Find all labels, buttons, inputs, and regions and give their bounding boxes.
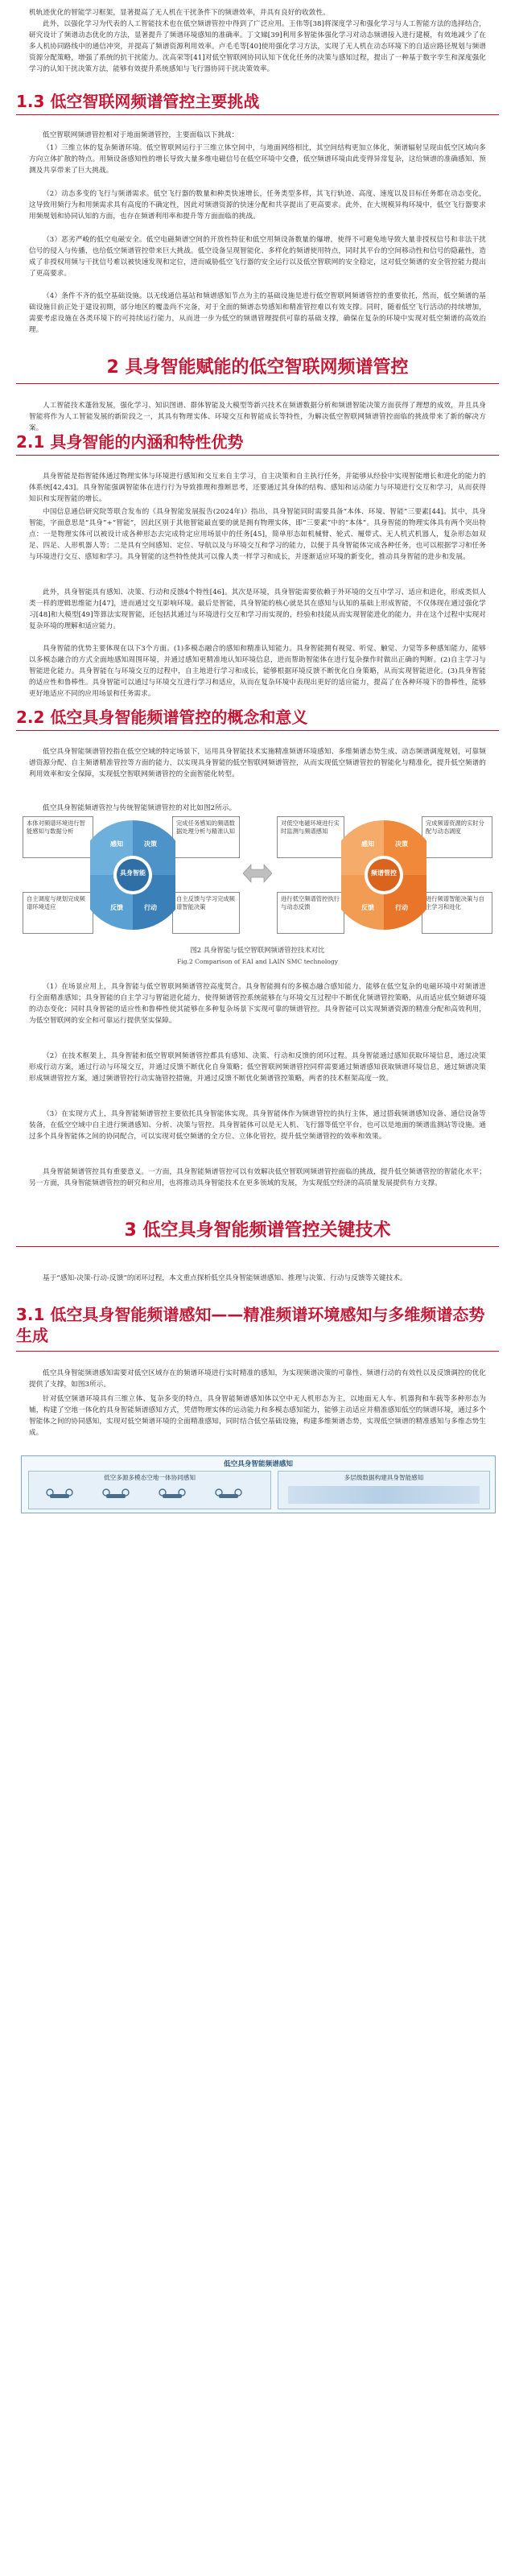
fig2-left-quad-act: 行动	[144, 904, 157, 911]
figure-2	[21, 813, 494, 942]
section-2-2-paragraph-3: （1）在场景应用上，具身智能与低空智联网频谱管控高度契合。具身智能拥有的多模态融合感知能力，能够在低空复杂的电磁环境中对频谱进行全面精准感知；具身智能的自主学习与智能进化能力，使得频谱管控系统能够在与环境交互过程中不断优化频谱管控策略，从而适应低空频谱环境的动态变化；同时具身智能的适应性和鲁棒性使其能够在多种复杂场景下实现可靠的频谱管控。具身智能可以实现频谱资源的精准分配和高效利用，为低空智联网的安全和可靠运行提供坚实保障。	[29, 982, 486, 1026]
section-2-2-paragraph-6: 具身智能频谱管控具有重要意义。一方面，具身智能频谱管控可以有效解决低空智联网频谱管控面临的挑战，提升低空频谱管控的智能化水平；另一方面，具身智能频谱管控的研究和应用，也将推动具身智能技术在更多领域的发展，为实现低空经济的高质量发展提供有力支撑。	[29, 1167, 486, 1187]
section-3-title: 3 低空具身智能频谱管控关键技术	[124, 1220, 391, 1241]
fig2-left-quad-perceive: 感知	[110, 840, 123, 848]
fig2-right-center-label: 频谱管控	[371, 869, 397, 877]
fig2-left-center-label: 具身智能	[120, 869, 146, 877]
fig2-left-quad-decide: 决策	[144, 840, 157, 848]
section-2-2-paragraph-4: （2）在技术框架上，具身智能和低空智联网频谱管控都具有感知、决策、行动和反馈的闭环过程。具身智能通过感知获取环境信息，通过决策形成行动方案，通过行动与环境交互，并通过反馈不断优化自身策略；低空智联网频谱管控同样需要通过频谱感知获取频谱环境信息，通过频谱决策形成频谱管控方案，通过频谱管控行动实施管控措施，并通过反馈不断优化频谱管控策略，两者的技术框架高度一致。	[29, 1051, 486, 1083]
fig2-right-box-4: 进行频谱智能决策与自主学习和进化	[422, 892, 492, 934]
challenge-item-1: （1）三维立体的复杂频谱环境。低空智联网运行于三维立体空间中，与地面网络相比，其空间结构更加立体化，频谱辐射呈现由低空区域向多方向立体扩散的特点。用频设备感知性的增长导致大量多维电磁信号在低空环境中交叠，低空频谱环境由此变得异常复杂，这给频谱的准确感知、预测及共享带来了巨大挑战。	[29, 143, 486, 175]
fig2-right-box-1: 对低空电磁环境进行实时监测与频谱感知	[277, 816, 344, 858]
section-3-intro: 基于“感知-决策-行动-反馈”的闭环过程，本文重点探析低空具身智能频谱感知、推理与决策、行动与反馈等关键技术。	[43, 1274, 407, 1282]
fig2-caption-cn: 图2 具身智能与低空智联网频谱管控技术对比	[190, 946, 325, 954]
section-2-1-paragraph-2: 中国信息通信研究院等联合发布的《具身智能发展报告(2024年)》指出，具身智能同时需要具备“本体、环境、智能”三要素[44]。其中，具身智能，字面意思是“具身”+“智能”，因此区别于其他智能最直要的就是拥有物理实体，即“三要素”中的“本体”。具身智能的物理实体具有两个突出特点：一是物理实体可以被设计成各种形态去完成特定应用场景中的任务[45]，简单形态如机械臂、轮式、履带式、无人机式机器人，复杂形态如双足、四足、人形机器人等；二是具有空间感知、定位、导航以及与环境交互和学习的能力，以便于具身智能体完成各种任务，也可以根据学习和任务与环境进行交互、感知和学习。具身智能的这些特性使其可以像人类一样学习和成长，并逐渐适应环境的新变化，推动具身智能的进步和发展。	[29, 507, 486, 562]
section-2-1-rule	[16, 455, 499, 456]
fig3-left-title: 低空多源多模态空地一体协同感知	[104, 1474, 196, 1481]
fig2-right-quad-decide: 决策	[395, 840, 408, 848]
section-3-1-paragraph-2: 针对低空频谱环境具有三维立体、复杂多变的特点，具身智能频谱感知体以空中无人机形态为主，以地面无人车、机器狗和车载等多种形态为辅，构建了空地一体化的具身智能频谱感知方式，凭借物理实体的运动能力和多模态感知能力，能够主动适应并精准感知低空的频谱环境，通过多个智能体之间的协同感知，实现对低空频谱环境的全面精准感知，同时结合低空基础设施，构建多维频谱态势，实现低空频谱的精准感知与多维态势生成。	[29, 1394, 486, 1438]
fig2-left-box-1: 本体对频谱环境进行智能感知与数据分析	[23, 816, 93, 858]
section-3-1-rule	[16, 1351, 499, 1352]
section-3-rule	[16, 1246, 499, 1247]
section-1-3-title: 1.3 低空智联网频谱管控主要挑战	[16, 92, 260, 111]
challenge-item-4: （4）条件不齐的低空基础设施。以无线通信基站和频谱感知节点为主的基础设施是进行低空智联网频谱管控的重要依托，然而，低空频谱的基础设施目前正处于建设初期，部分地区的覆盖尚不完备，对于全面的频谱态势感知和精准管控难以有效支撑。同时，随着低空飞行活动的持续增加，需要考虑设施在各类环境下的可持续运行能力，从而进一步为低空的频谱管理提供可靠的基础支撑，确保在复杂的环境中实现对低空频谱的高效治理。	[29, 291, 486, 335]
fig3-right-panel	[278, 1471, 490, 1509]
fig3-right-layers	[288, 1486, 480, 1504]
fig3-title: 低空具身智能频谱感知	[224, 1460, 293, 1468]
section-1-3-intro: 低空智联网频谱管控相对于地面频谱管控，主要面临以下挑战：	[43, 130, 239, 139]
top-paragraph-2: 此外，以强化学习为代表的人工智能技术也在低空频谱管控中得到了广泛应用。王伟等[38]将深度学习和强化学习与人工智能方法的选择结合，研究设计了频谱动态优化的方法，显著提升了频谱环境感知的准确率。丁文娣[39]利用多智能体强化学习对动态频谱接入进行建模，有效地减少了在多人机协同路线中的通信冲突，并提高了频谱资源利用效率。卢毛毛等[40]使用强化学习方法，实现了无人机在动态环境下的自适应路径规划与频谱资源分配策略，增强了系统的抗干扰能力。沈高荣等[41]对低空智联网协同认知下优化任务的决策与感知过程，提出了一种基于数字孪生和深度强化学习的认知干扰决策方法，能够有效提升系统感知与飞行器协同干扰决策效率。	[29, 19, 486, 74]
fig2-right-quad-feedback: 反馈	[361, 904, 374, 911]
section-2-1-paragraph-4: 具身智能的优势主要体现在以下3个方面。(1)多模态融合的感知和精准认知能力。具身智能拥有视觉、听觉、触觉、力觉等多种感知能力，能够以多模态融合的方式全面地感知周围环境，并通过感知更精准地认知环境信息，进而帮助智能体在进行复杂操作时做出正确的判断。(2)自主学习与智能进化能力。具身智能在与环境交互的过程中，自主地进行学习和成长，能够根据环境反馈不断优化自身策略，从而实现智能进化。(3)具身智能的适应性和鲁棒性。具身智能可以通过与环境交互进行学习和适应，从而在复杂环境中表现出更好的适应能力，提高了在各种环境下的鲁棒性，能够更好地适应不同的应用场景和任务需求。	[29, 644, 486, 699]
section-3-1-paragraph-1: 低空具身智能频谱感知需要对低空区域存在的频谱环境进行实时精准的感知，为实现频谱决策的可靠性、频谱行动的有效性以及反馈调控的优化提供了支撑，如图3所示。	[29, 1368, 486, 1389]
fig2-right-box-3: 进行低空频谱管控执行与动态反馈	[277, 892, 344, 934]
fig2-left-box-4: 自主反馈与学习完成频谱智能决策	[172, 892, 240, 934]
challenge-item-2: （2）动态多变的飞行与频谱需求。低空飞行器的数量和种类快速增长，任务类型多样，其飞行轨迹、高度、速度以及目标任务都在动态变化，这导致用频行为和用频需求具有高度的不确定性，因此对频谱资源的快速分配和共享提出了更高要求。此外，在大规模异构环境中，低空飞行器要求用频规划和协同认知的方面，也存在频谱利用率和提升等方面面临的挑战。	[29, 189, 486, 221]
fig3-right-title: 多层级数据构建具身智能感知	[344, 1474, 424, 1481]
section-2-1-title: 2.1 具身智能的内涵和特性优势	[16, 432, 244, 452]
section-2-2-paragraph-5: （3）在实现方式上，具身智能频谱管控主要依托具身智能体实现。具身智能体作为频谱管控的执行主体，通过搭载频谱感知设备、通信设备等装备，在低空空域中自主进行频谱感知、分析、决策与管控。具身智能体可以是无人机、飞行器等低空平台，也可以是地面的频谱监测站等设施。通过多个具身智能体之间的协同配合，可以实现对低空频谱的全方位、立体化管控，提升低空频谱管控的效率和效果。	[29, 1109, 486, 1141]
section-2-2-rule	[16, 730, 499, 731]
section-1-3-rule	[16, 114, 499, 115]
fig2-bidirectional-arrow	[240, 855, 275, 892]
section-2-1-paragraph-1: 具身智能是指智能体通过物理实体与环境进行感知和交互来自主学习，自主决策和自主执行任务，并能够从经验中实现智能增长和进化的能力的体系统[42,43]。具身智能强调智能体在进行行为导致推理和推断思考，还要通过其身体的结构、感知和运动能力与环境进行交互和学习，从而获得知识和实现智能的增长。	[29, 472, 486, 503]
section-2-2-paragraph-1: 低空具身智能频谱管控指在低空空域的特定场景下，运用具身智能技术实施精准频谱环境感知、多维频谱态势生成、动态频谱调度规划，可靠频谱资源分配、自主频谱精准管控等方面的能力，以实现具身智能的低空智联网频谱管控，从而实现低空频谱管控的智能化与精准化，提升低空频谱的利用效率和安全保障，实现低空智联网频谱管控的全面智能化转型。	[29, 747, 486, 778]
challenge-item-3: （3）恶劣严峻的低空电磁安全。低空电磁频谱空间的开放性特征和低空用频设备数量的爆增，使得不可避免地导致大量非授权信号和非法干扰信号的侵入与传播，也给低空频谱管控带来巨大挑战。低空设备呈现智能化、多样化的频谱使用特点，同时其平台的空间移动性和信号的隐蔽性，造成了非授权用频与干扰信号难以被快速发现和定位，进而威胁低空飞行器的安全运行以及低空智联网的安全稳定，这对低空频谱的安全管控能力提出了更高要求。	[29, 235, 486, 279]
fig2-left-quad-feedback: 反馈	[110, 904, 123, 911]
section-2-title: 2 具身智能赋能的低空智联网频谱管控	[106, 357, 409, 378]
section-2-2-title: 2.2 低空具身智能频谱管控的概念和意义	[16, 708, 308, 727]
top-paragraph-1: 机轨迹优化的智能学习框架，显著提高了无人机在干扰条件下的频谱效率，并具有良好的收敛性。	[29, 8, 330, 17]
section-2-rule	[16, 383, 499, 384]
fig3-drone-icons	[42, 1484, 259, 1507]
fig3-left-panel	[28, 1471, 271, 1509]
figure-3	[21, 1455, 496, 1513]
section-2-1-paragraph-3: 此外，具身智能具有感知、决策、行动和反馈4个特性[46]。其次是环境，具身智能需要依赖于外环境的交互中学习、适应和进化，形成类似人类一样的逻辑思维能力[47]，进而通过交互影响环境。最后是智能，具身智能的核心就是其在感知与认知的基础上形成智能，不仅体现在通过强化学习[48]和大模型[49]等算法实现智能，还包括其通过与环境进行交互和学习而实现的，经验和技能从而实现智能进化的能力，并在这个过程中实现对复杂环境的理解和适应能力。	[29, 588, 486, 631]
fig2-caption-en: Fig.2 Comparison of EAI and LAIN SMC technology	[176, 958, 339, 965]
fig2-right-box-2: 完成频谱资源的实时分配与动态调度	[422, 816, 492, 858]
section-2-2-paragraph-2: 低空具身智能频谱管控与传统智能频谱管控的对比如图2所示。	[43, 803, 237, 812]
fig2-left-box-3: 自主调度与规划完成频谱环境适应	[23, 892, 93, 934]
section-2-intro: 人工智能技术蓬勃发展，强化学习、知识图谱、群体智能及大模型等新兴技术在频谱数据分析和频谱智能决策方面获得了理想的成效，并且具身智能将作为人工智能发展的新阶段之一，其具有物理实体、环境交互和智能成长等特性，为解决低空智联网频谱管控面临的挑战带来了新的解决方案。	[29, 401, 486, 432]
section-3-1-title: 3.1 低空具身智能频谱感知——精准频谱环境感知与多维频谱态势生成	[16, 1305, 485, 1345]
fig2-right-quad-perceive: 感知	[361, 840, 374, 848]
fig2-right-quad-act: 行动	[395, 904, 408, 911]
fig2-left-box-2: 完成任务感知的频谱数据处理分析与精准认知	[172, 816, 240, 858]
